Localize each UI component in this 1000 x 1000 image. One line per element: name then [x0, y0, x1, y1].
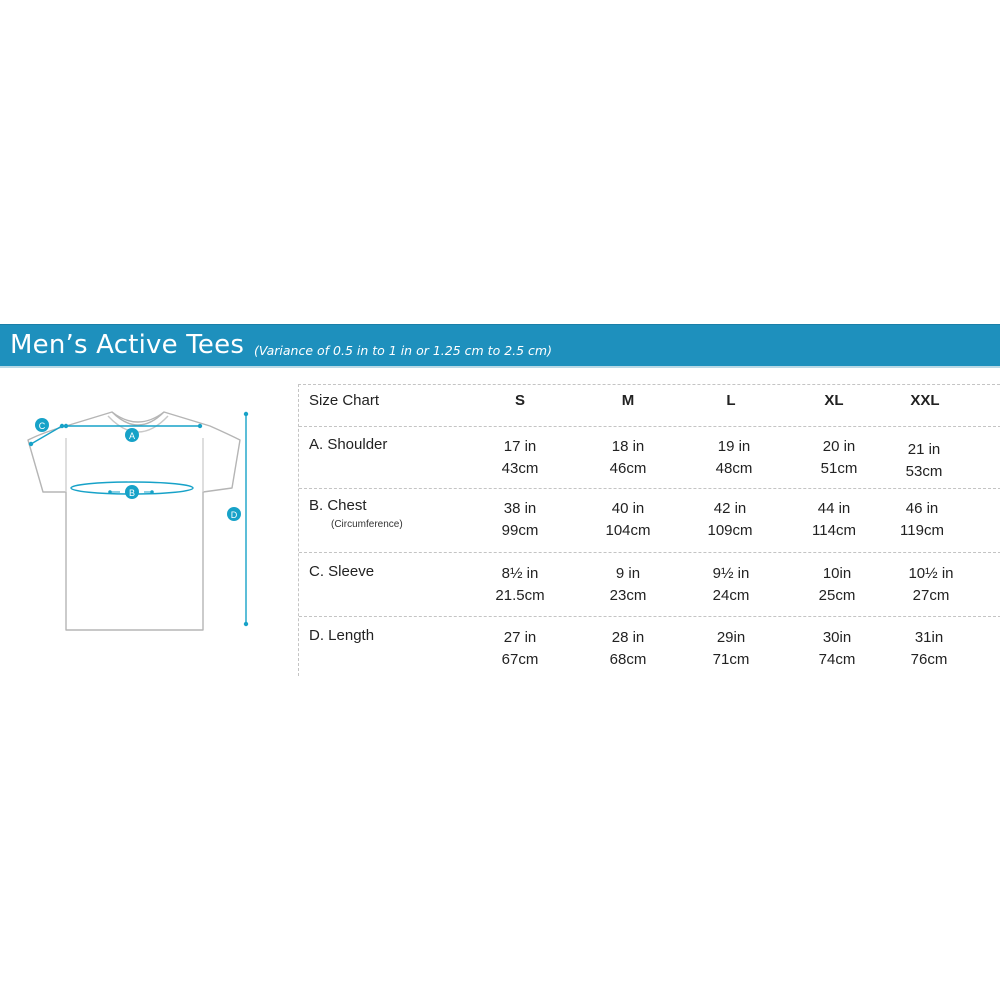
table-cell: 21 in 53cm: [905, 441, 943, 480]
header-bar: [0, 324, 1000, 368]
table-cell: 10in 25cm: [818, 565, 856, 604]
table-header-row: [299, 385, 1000, 427]
table-cell: 9½ in 24cm: [712, 565, 750, 604]
table-cell: 29in 71cm: [712, 629, 750, 668]
table-cell: 20 in 51cm: [820, 438, 858, 477]
table-cell: 28 in 68cm: [609, 629, 647, 668]
size-header-xxl: XXL: [910, 392, 940, 409]
table-cell: 8½ in 21.5cm: [495, 565, 545, 604]
table-cell: 10½ in 27cm: [908, 565, 954, 604]
tshirt-outline-icon: [28, 412, 240, 630]
size-table: [298, 384, 1000, 676]
table-cell: 27 in 67cm: [501, 629, 539, 668]
table-row: [299, 427, 1000, 489]
row-label: A. Shoulder: [309, 436, 388, 453]
table-cell: 40 in 104cm: [605, 500, 651, 539]
table-cell: 46 in 119cm: [900, 500, 944, 539]
marker-b-label: B: [128, 488, 136, 498]
size-chart-panel: [0, 368, 1000, 676]
table-cell: 31in 76cm: [910, 629, 948, 668]
page-title: Men’s Active Tees: [10, 330, 245, 360]
table-cell: 30in 74cm: [818, 629, 856, 668]
size-header-xl: XL: [824, 392, 844, 409]
size-chart-label: Size Chart: [309, 392, 380, 409]
table-cell: 42 in 109cm: [707, 500, 753, 539]
table-cell: 19 in 48cm: [715, 438, 753, 477]
table-cell: 9 in 23cm: [609, 565, 647, 604]
variance-note: (Variance of 0.5 in to 1 in or 1.25 cm to 2.5 cm): [254, 343, 552, 358]
size-header-s: S: [514, 392, 525, 409]
marker-d-label: D: [230, 510, 238, 520]
row-sublabel: (Circumference): [331, 519, 403, 530]
marker-a-label: A: [128, 431, 136, 441]
row-label: D. Length: [309, 627, 375, 644]
table-row: [299, 617, 1000, 677]
size-header-l: L: [726, 392, 736, 409]
row-label: B. Chest: [309, 497, 367, 514]
tshirt-diagram: [0, 368, 290, 676]
table-cell: 44 in 114cm: [812, 500, 856, 539]
size-header-m: M: [621, 392, 635, 409]
row-label: C. Sleeve: [309, 563, 375, 580]
table-row: [299, 489, 1000, 553]
table-cell: 38 in 99cm: [501, 500, 539, 539]
marker-c-label: C: [38, 421, 46, 431]
table-cell: 17 in 43cm: [501, 438, 539, 477]
table-row: [299, 553, 1000, 617]
table-cell: 18 in 46cm: [609, 438, 647, 477]
